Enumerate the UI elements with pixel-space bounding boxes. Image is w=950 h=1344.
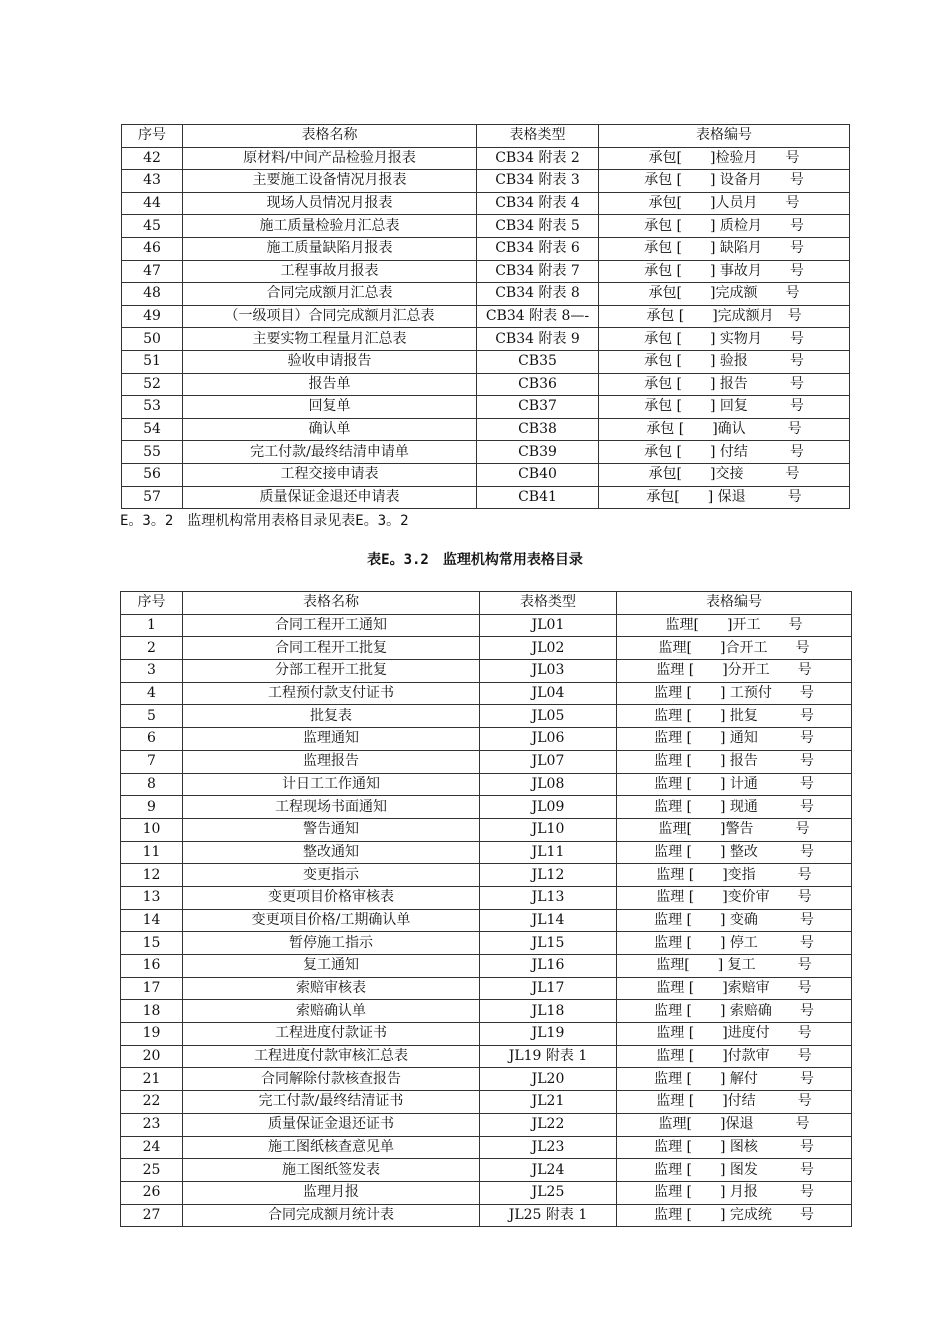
- table-row: [121, 1091, 852, 1114]
- cell-index: 45: [122, 215, 183, 238]
- cell-form-code: 监理 [ ] 解付 号: [617, 1068, 852, 1091]
- table-row: [121, 1023, 852, 1046]
- cell-form-name: 工程进度付款证书: [183, 1023, 480, 1046]
- cell-index: 9: [121, 796, 183, 819]
- supervision-forms-table: [120, 591, 852, 1227]
- table-header-row: [121, 592, 852, 615]
- col-header-index: 序号: [122, 125, 183, 148]
- cell-index: 46: [122, 237, 183, 260]
- table-row: [122, 396, 850, 419]
- cell-form-type: JL17: [480, 977, 617, 1000]
- cell-index: 52: [122, 373, 183, 396]
- table-row: [122, 486, 850, 509]
- cell-form-type: CB34 附表 6: [477, 237, 599, 260]
- cell-form-code: 监理 [ ] 报告 号: [617, 750, 852, 773]
- cell-index: 49: [122, 305, 183, 328]
- table-row: [122, 305, 850, 328]
- cell-form-name: 暂停施工指示: [183, 932, 480, 955]
- cell-form-name: 合同解除付款核查报告: [183, 1068, 480, 1091]
- cell-form-name: 工程进度付款审核汇总表: [183, 1045, 480, 1068]
- cell-form-type: CB35: [477, 350, 599, 373]
- section-note: E。3。2 监理机构常用表格目录见表E。3。2: [120, 513, 409, 529]
- cell-index: 1: [121, 614, 183, 637]
- cell-form-type: CB34 附表 4: [477, 192, 599, 215]
- cell-form-name: 施工图纸核查意见单: [183, 1136, 480, 1159]
- cell-form-type: CB39: [477, 441, 599, 464]
- table-row: [122, 373, 850, 396]
- cell-index: 50: [122, 328, 183, 351]
- contractor-forms-table: [121, 124, 850, 509]
- cell-form-code: 承包[ ]人员月 号: [599, 192, 850, 215]
- cell-form-type: CB36: [477, 373, 599, 396]
- table-row: [121, 818, 852, 841]
- cell-form-code: 承包[ ] 保退 号: [599, 486, 850, 509]
- cell-form-code: 监理 [ ] 通知 号: [617, 728, 852, 751]
- cell-form-name: 批复表: [183, 705, 480, 728]
- col-header-code: 表格编号: [617, 592, 852, 615]
- cell-form-type: CB34 附表 8: [477, 283, 599, 306]
- cell-index: 6: [121, 728, 183, 751]
- cell-form-code: 监理 [ ] 月报 号: [617, 1181, 852, 1204]
- cell-form-type: CB34 附表 7: [477, 260, 599, 283]
- cell-index: 53: [122, 396, 183, 419]
- cell-form-code: 承包 [ ] 缺陷月 号: [599, 237, 850, 260]
- cell-index: 27: [121, 1204, 183, 1227]
- cell-form-type: JL13: [480, 886, 617, 909]
- cell-form-code: 监理 [ ]进度付 号: [617, 1023, 852, 1046]
- cell-form-type: JL16: [480, 955, 617, 978]
- cell-form-name: 回复单: [183, 396, 477, 419]
- cell-form-code: 承包 [ ] 设备月 号: [599, 170, 850, 193]
- cell-form-type: CB38: [477, 418, 599, 441]
- table-row: [121, 750, 852, 773]
- cell-form-name: 索赔确认单: [183, 1000, 480, 1023]
- cell-form-type: JL21: [480, 1091, 617, 1114]
- cell-index: 42: [122, 147, 183, 170]
- cell-form-type: JL15: [480, 932, 617, 955]
- cell-index: 3: [121, 660, 183, 683]
- cell-form-code: 监理 [ ]付结 号: [617, 1091, 852, 1114]
- table-row: [121, 728, 852, 751]
- cell-index: 17: [121, 977, 183, 1000]
- cell-form-name: 工程现场书面通知: [183, 796, 480, 819]
- table-row: [121, 1068, 852, 1091]
- cell-form-name: 报告单: [183, 373, 477, 396]
- cell-form-code: 监理 [ ] 图发 号: [617, 1159, 852, 1182]
- table-row: [122, 418, 850, 441]
- cell-form-type: CB37: [477, 396, 599, 419]
- col-header-code: 表格编号: [599, 125, 850, 148]
- cell-form-code: 监理 [ ]变价审 号: [617, 886, 852, 909]
- col-header-type: 表格类型: [477, 125, 599, 148]
- cell-form-name: 验收申请报告: [183, 350, 477, 373]
- cell-index: 43: [122, 170, 183, 193]
- table-row: [122, 350, 850, 373]
- cell-form-type: JL19 附表 1: [480, 1045, 617, 1068]
- table-row: [121, 1181, 852, 1204]
- table-header-row: [122, 125, 850, 148]
- cell-index: 4: [121, 682, 183, 705]
- cell-form-type: JL02: [480, 637, 617, 660]
- table-caption: 表E。3.2 监理机构常用表格目录: [367, 552, 583, 568]
- cell-index: 2: [121, 637, 183, 660]
- table-row: [121, 796, 852, 819]
- cell-form-code: 监理 [ ] 停工 号: [617, 932, 852, 955]
- table-row: [122, 283, 850, 306]
- cell-form-type: JL18: [480, 1000, 617, 1023]
- cell-form-code: 承包 [ ] 事故月 号: [599, 260, 850, 283]
- cell-form-name: 复工通知: [183, 955, 480, 978]
- cell-form-type: CB34 附表 3: [477, 170, 599, 193]
- table-body: [121, 614, 852, 1227]
- table-row: [121, 614, 852, 637]
- cell-form-type: JL12: [480, 864, 617, 887]
- cell-form-code: 承包 [ ] 付结 号: [599, 441, 850, 464]
- cell-form-type: CB34 附表 5: [477, 215, 599, 238]
- col-header-index: 序号: [121, 592, 183, 615]
- cell-index: 19: [121, 1023, 183, 1046]
- table-row: [121, 909, 852, 932]
- cell-form-code: 监理 [ ] 索赔确 号: [617, 1000, 852, 1023]
- table-row: [121, 1045, 852, 1068]
- cell-form-code: 监理 [ ] 图核 号: [617, 1136, 852, 1159]
- cell-form-code: 监理[ ]合开工 号: [617, 637, 852, 660]
- cell-form-type: JL25: [480, 1181, 617, 1204]
- cell-form-type: JL14: [480, 909, 617, 932]
- cell-form-code: 承包 [ ]完成额月 号: [599, 305, 850, 328]
- cell-index: 51: [122, 350, 183, 373]
- table-row: [121, 705, 852, 728]
- table-row: [122, 328, 850, 351]
- cell-form-name: 施工图纸签发表: [183, 1159, 480, 1182]
- cell-index: 7: [121, 750, 183, 773]
- cell-form-code: 承包 [ ] 质检月 号: [599, 215, 850, 238]
- cell-index: 23: [121, 1113, 183, 1136]
- cell-form-name: 整改通知: [183, 841, 480, 864]
- cell-form-name: 合同工程开工批复: [183, 637, 480, 660]
- table-row: [122, 215, 850, 238]
- cell-form-type: JL03: [480, 660, 617, 683]
- cell-form-name: 施工质量缺陷月报表: [183, 237, 477, 260]
- table-row: [122, 463, 850, 486]
- cell-form-code: 监理 [ ] 工预付 号: [617, 682, 852, 705]
- cell-form-code: 监理 [ ] 完成统 号: [617, 1204, 852, 1227]
- cell-form-name: 施工质量检验月汇总表: [183, 215, 477, 238]
- cell-form-type: JL25 附表 1: [480, 1204, 617, 1227]
- cell-index: 18: [121, 1000, 183, 1023]
- table-row: [121, 955, 852, 978]
- cell-index: 44: [122, 192, 183, 215]
- cell-form-code: 承包 [ ] 验报 号: [599, 350, 850, 373]
- cell-index: 57: [122, 486, 183, 509]
- table-row: [121, 932, 852, 955]
- cell-index: 54: [122, 418, 183, 441]
- cell-form-type: JL24: [480, 1159, 617, 1182]
- table-row: [121, 1113, 852, 1136]
- table-row: [121, 637, 852, 660]
- cell-index: 8: [121, 773, 183, 796]
- cell-form-code: 承包[ ]交接 号: [599, 463, 850, 486]
- cell-form-type: CB40: [477, 463, 599, 486]
- cell-form-code: 监理 [ ] 现通 号: [617, 796, 852, 819]
- cell-form-code: 承包[ ]完成额 号: [599, 283, 850, 306]
- cell-index: 55: [122, 441, 183, 464]
- table-row: [121, 660, 852, 683]
- cell-form-code: 承包[ ]检验月 号: [599, 147, 850, 170]
- cell-index: 20: [121, 1045, 183, 1068]
- cell-form-type: CB41: [477, 486, 599, 509]
- cell-form-type: CB34 附表 8—-: [477, 305, 599, 328]
- cell-form-name: 监理月报: [183, 1181, 480, 1204]
- cell-index: 56: [122, 463, 183, 486]
- cell-form-name: 分部工程开工批复: [183, 660, 480, 683]
- table-row: [121, 1136, 852, 1159]
- cell-form-type: CB34 附表 9: [477, 328, 599, 351]
- cell-form-code: 承包 [ ] 报告 号: [599, 373, 850, 396]
- cell-form-type: JL01: [480, 614, 617, 637]
- cell-form-code: 监理[ ]保退 号: [617, 1113, 852, 1136]
- cell-index: 25: [121, 1159, 183, 1182]
- cell-index: 14: [121, 909, 183, 932]
- cell-form-code: 监理 [ ] 批复 号: [617, 705, 852, 728]
- cell-form-code: 监理[ ]开工 号: [617, 614, 852, 637]
- table-row: [122, 260, 850, 283]
- cell-form-code: 监理 [ ]付款审 号: [617, 1045, 852, 1068]
- cell-form-type: JL08: [480, 773, 617, 796]
- cell-form-name: 工程预付款支付证书: [183, 682, 480, 705]
- cell-index: 24: [121, 1136, 183, 1159]
- col-header-name: 表格名称: [183, 125, 477, 148]
- cell-form-code: 监理[ ]警告 号: [617, 818, 852, 841]
- cell-form-name: 原材料/中间产品检验月报表: [183, 147, 477, 170]
- cell-form-name: 主要施工设备情况月报表: [183, 170, 477, 193]
- cell-form-name: 合同完成额月汇总表: [183, 283, 477, 306]
- cell-form-name: （一级项目）合同完成额月汇总表: [183, 305, 477, 328]
- cell-form-name: 工程交接申请表: [183, 463, 477, 486]
- cell-form-type: JL22: [480, 1113, 617, 1136]
- cell-form-name: 合同工程开工通知: [183, 614, 480, 637]
- cell-index: 13: [121, 886, 183, 909]
- cell-form-type: JL05: [480, 705, 617, 728]
- cell-index: 5: [121, 705, 183, 728]
- cell-form-name: 工程事故月报表: [183, 260, 477, 283]
- table-row: [121, 841, 852, 864]
- cell-form-code: 监理 [ ] 计通 号: [617, 773, 852, 796]
- cell-index: 11: [121, 841, 183, 864]
- cell-form-name: 计日工工作通知: [183, 773, 480, 796]
- cell-form-type: JL09: [480, 796, 617, 819]
- cell-index: 48: [122, 283, 183, 306]
- cell-form-code: 承包 [ ]确认 号: [599, 418, 850, 441]
- cell-form-type: JL07: [480, 750, 617, 773]
- cell-index: 16: [121, 955, 183, 978]
- cell-form-code: 监理 [ ] 变确 号: [617, 909, 852, 932]
- cell-form-name: 质量保证金退还申请表: [183, 486, 477, 509]
- cell-form-code: 承包 [ ] 实物月 号: [599, 328, 850, 351]
- cell-form-code: 监理 [ ]索赔审 号: [617, 977, 852, 1000]
- cell-form-type: JL20: [480, 1068, 617, 1091]
- table-row: [121, 1159, 852, 1182]
- cell-index: 21: [121, 1068, 183, 1091]
- cell-form-type: JL23: [480, 1136, 617, 1159]
- table-row: [122, 441, 850, 464]
- table-body: [122, 147, 850, 509]
- cell-index: 26: [121, 1181, 183, 1204]
- table-row: [121, 773, 852, 796]
- cell-form-name: 监理通知: [183, 728, 480, 751]
- cell-index: 12: [121, 864, 183, 887]
- cell-form-name: 变更指示: [183, 864, 480, 887]
- table-row: [121, 977, 852, 1000]
- cell-form-type: JL19: [480, 1023, 617, 1046]
- table-row: [122, 192, 850, 215]
- cell-form-type: JL06: [480, 728, 617, 751]
- cell-form-name: 确认单: [183, 418, 477, 441]
- table-row: [121, 1000, 852, 1023]
- cell-form-code: 监理 [ ] 整改 号: [617, 841, 852, 864]
- cell-index: 47: [122, 260, 183, 283]
- col-header-name: 表格名称: [183, 592, 480, 615]
- cell-form-code: 监理 [ ]分开工 号: [617, 660, 852, 683]
- cell-form-type: JL04: [480, 682, 617, 705]
- cell-form-code: 监理 [ ]变指 号: [617, 864, 852, 887]
- cell-form-name: 警告通知: [183, 818, 480, 841]
- cell-form-type: JL11: [480, 841, 617, 864]
- cell-index: 15: [121, 932, 183, 955]
- cell-index: 22: [121, 1091, 183, 1114]
- cell-form-name: 监理报告: [183, 750, 480, 773]
- cell-index: 10: [121, 818, 183, 841]
- cell-form-name: 变更项目价格审核表: [183, 886, 480, 909]
- cell-form-name: 质量保证金退还证书: [183, 1113, 480, 1136]
- cell-form-name: 变更项目价格/工期确认单: [183, 909, 480, 932]
- col-header-type: 表格类型: [480, 592, 617, 615]
- table-row: [122, 237, 850, 260]
- cell-form-name: 主要实物工程量月汇总表: [183, 328, 477, 351]
- table-row: [122, 147, 850, 170]
- cell-form-name: 完工付款/最终结清申请单: [183, 441, 477, 464]
- cell-form-code: 监理[ ] 复工 号: [617, 955, 852, 978]
- table-row: [122, 170, 850, 193]
- cell-form-name: 索赔审核表: [183, 977, 480, 1000]
- cell-form-code: 承包 [ ] 回复 号: [599, 396, 850, 419]
- table-row: [121, 1204, 852, 1227]
- cell-form-type: CB34 附表 2: [477, 147, 599, 170]
- cell-form-type: JL10: [480, 818, 617, 841]
- table-row: [121, 682, 852, 705]
- cell-form-name: 现场人员情况月报表: [183, 192, 477, 215]
- cell-form-name: 完工付款/最终结清证书: [183, 1091, 480, 1114]
- cell-form-name: 合同完成额月统计表: [183, 1204, 480, 1227]
- table-row: [121, 864, 852, 887]
- table-row: [121, 886, 852, 909]
